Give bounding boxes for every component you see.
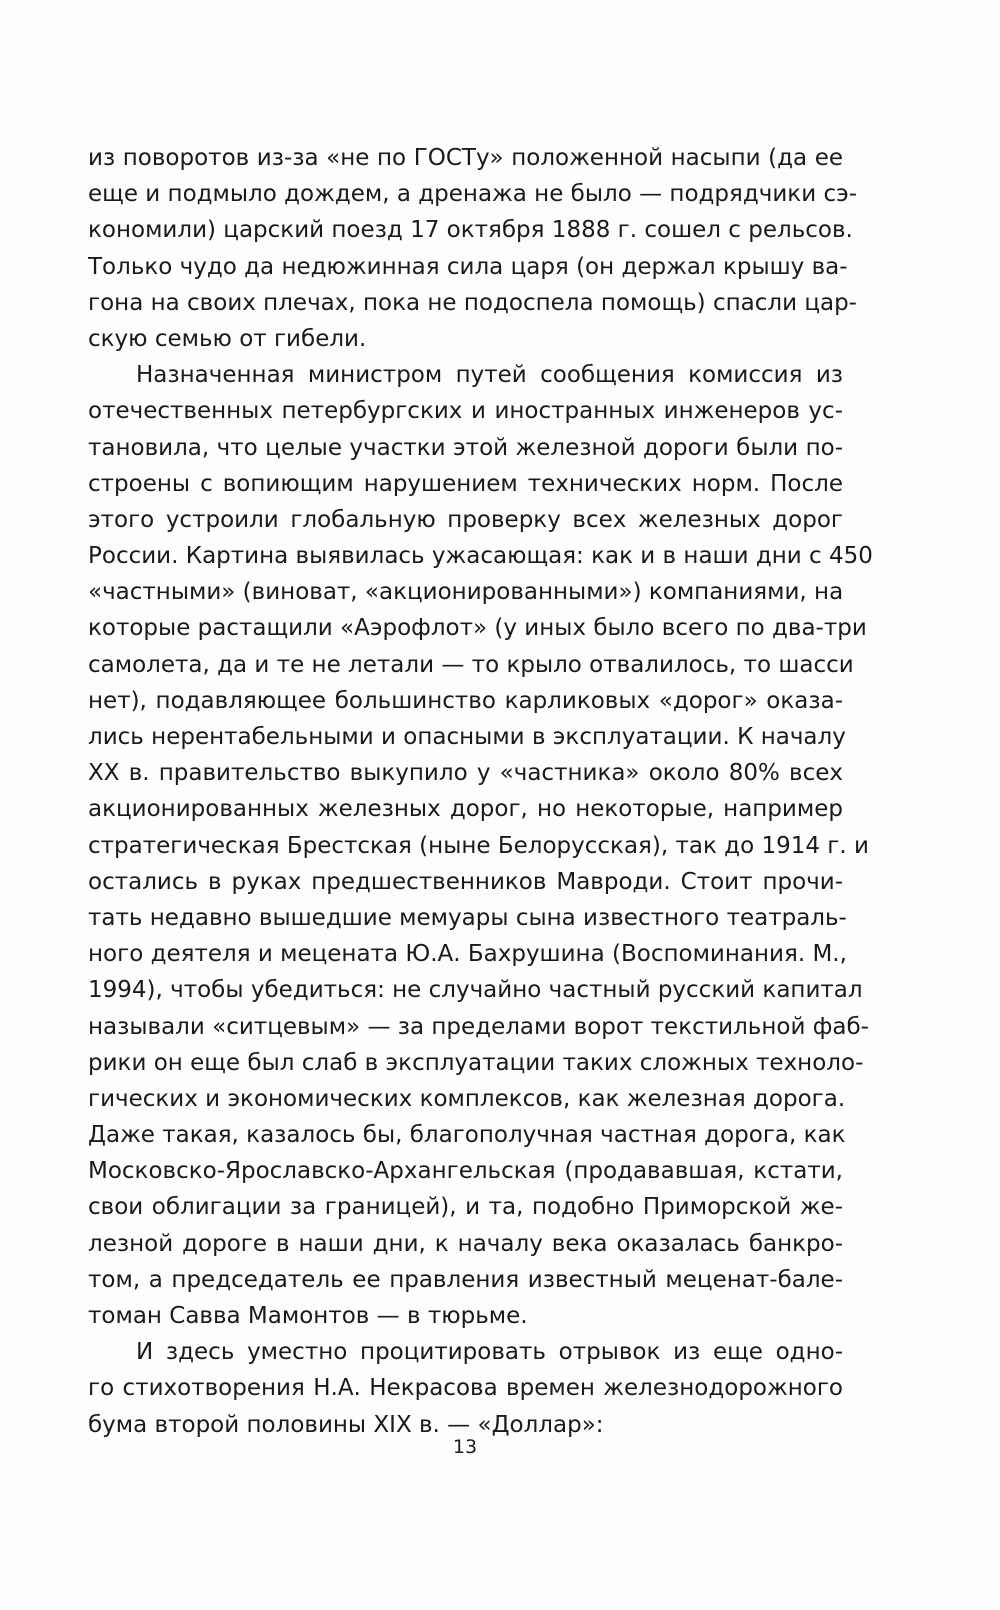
paragraph-line: еще и подмыло дождем, а дренажа не было — подрядчики сэ- — [88, 181, 858, 208]
paragraph-line: Московско-Ярославско-Архангельская (продававшая, кстати, — [88, 1158, 843, 1185]
paragraph-line: томан Савва Мамонтов — в тюрьме. — [88, 1303, 528, 1329]
paragraph-line: остались в руках предшественников Мавроди. Стоит прочи- — [88, 868, 843, 895]
paragraph-line: свои облигации за границей), и та, подобно Приморской же- — [88, 1194, 843, 1221]
paragraph-line: этого устроили глобальную проверку всех железных дорог — [88, 506, 843, 533]
paragraph-line: том, а председатель ее правления известный меценат-бале- — [88, 1266, 843, 1293]
paragraph-line: которые растащили «Аэрофлот» (у иных было всего по два-три — [88, 615, 867, 642]
paragraph-line: называли «ситцевым» — за пределами ворот текстильной фаб- — [88, 1013, 869, 1040]
paragraph-line: из поворотов из-за «не по ГОСТу» положенной насыпи (да ее — [88, 145, 843, 171]
paragraph-line: России. Картина выявилась ужасающая: как и в наши дни с 450 — [88, 543, 873, 570]
paragraph-line: гических и экономических комплексов, как железная дорога. — [88, 1085, 846, 1112]
paragraph-line: кономили) царский поезд 17 октября 1888 г. сошел с рельсов. — [88, 217, 853, 244]
paragraph-line: «частными» (виноват, «акционированными») компаниями, на — [88, 579, 844, 606]
paragraph-line: Назначенная министром путей сообщения комиссия из — [136, 362, 843, 389]
paragraph-line: самолета, да и те не летали — то крыло отвалилось, то шасси — [88, 651, 854, 678]
paragraph-line: XX в. правительство выкупило у «частника» около 80% всех — [88, 760, 843, 787]
body-text — [88, 140, 873, 1443]
paragraph-line: тать недавно вышедшие мемуары сына известного театраль- — [88, 904, 847, 931]
paragraph-line: 1994), чтобы убедиться: не случайно частный русский капитал — [88, 977, 863, 1004]
paragraph-line: лись нерентабельными и опасными в эксплуатации. К началу — [88, 724, 846, 750]
paragraph-line: Даже такая, казалось бы, благополучная частная дорога, как — [88, 1122, 846, 1149]
paragraph-line: ного деятеля и мецената Ю.А. Бахрушина (Воспоминания. М., — [88, 941, 847, 968]
paragraph-line: Только чудо да недюжинная сила царя (он держал крышу ва- — [88, 253, 848, 280]
paragraph-line: отечественных петербургских и иностранных инженеров ус- — [88, 398, 843, 425]
paragraph-line: нет), подавляющее большинство карликовых «дорог» оказа- — [88, 687, 843, 714]
paragraph-line: тановила, что целые участки этой железной дороги были по- — [88, 434, 843, 461]
paragraph-line: скую семью от гибели. — [88, 325, 367, 352]
paragraph-line: стратегическая Брестская (ныне Белорусская), так до 1914 г. и — [88, 832, 869, 859]
paragraph-line: рики он еще был слаб в эксплуатации таких сложных техноло- — [88, 1049, 864, 1076]
paragraph-line: И здесь уместно процитировать отрывок из еще одно- — [136, 1339, 843, 1366]
paragraph-line: бума второй половины XIX в. — «Доллар»: — [88, 1411, 604, 1438]
paragraph-line: го стихотворения Н.А. Некрасова времен железнодорожного — [88, 1375, 843, 1402]
paragraph-line: строены с вопиющим нарушением технических норм. После — [88, 470, 843, 497]
paragraph-line: лезной дороге в наши дни, к началу века оказалась банкро- — [88, 1230, 843, 1257]
page-number: 13 — [452, 1436, 478, 1458]
paragraph-line: акционированных железных дорог, но некоторые, например — [88, 796, 843, 823]
paragraph-line: гона на своих плечах, пока не подоспела помощь) спасли цар- — [88, 289, 857, 316]
